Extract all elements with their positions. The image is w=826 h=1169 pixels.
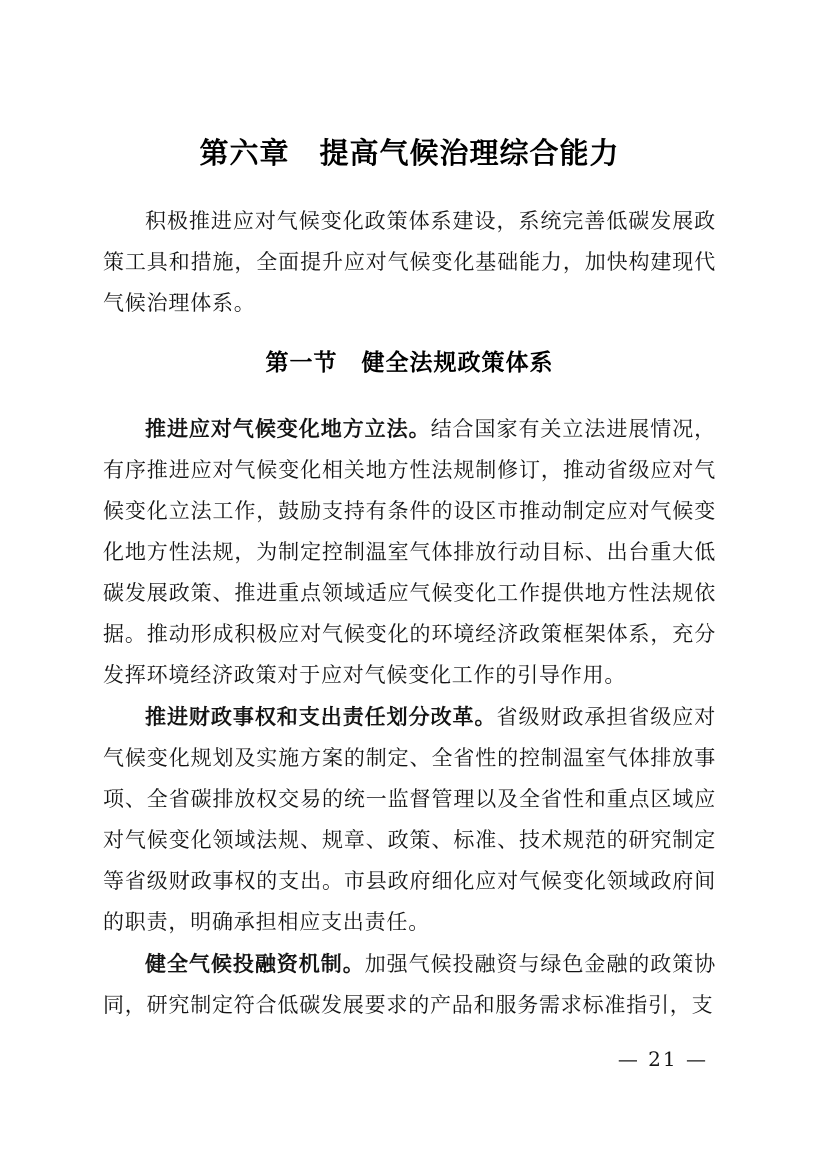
section-title: 第一节 健全法规政策体系 [265,350,554,376]
paragraph-lead: 健全气候投融资机制。 [145,951,365,976]
paragraph-body: 加强气候投融资与绿色金融的政策协同，研究制定符合低碳发展要求的产品和服务需求标准指引，支 [103,952,716,1017]
paragraph-body: 省级财政承担省级应对气候变化规划及实施方案的制定、全省性的控制温室气体排放事项、全省碳排放权交易的统一监督管理以及全省性和重点区域应对气候变化领域法规、规章、政策、标准、技术规范的研究制定等省级财政事权的支出。市县政府细化应对气候变化领域政府间的职责，明确承担相应支出责任。 [103,705,716,934]
chapter-title: 第六章 提高气候治理综合能力 [199,136,620,170]
paragraph-lead: 推进财政事权和支出责任划分改革。 [145,704,497,729]
paragraph-local-legislation [103,408,716,696]
paragraph-lead: 推进应对气候变化地方立法。 [145,416,431,441]
page-number: — 21 — [617,1047,708,1071]
paragraph-fiscal-reform [103,696,716,943]
page-content [103,0,716,1026]
intro-paragraph: 积极推进应对气候变化政策体系建设，系统完善低碳发展政策工具和措施，全面提升应对气候变化基础能力，加快构建现代气候治理体系。 [103,209,716,315]
paragraph-climate-finance [103,943,716,1026]
paragraph-body: 结合国家有关立法进展情况，有序推进应对气候变化相关地方性法规制修订，推动省级应对气候变化立法工作，鼓励支持有条件的设区市推动制定应对气候变化地方性法规，为制定控制温室气体排放行动目标、出台重大低碳发展政策、推进重点领域适应气候变化工作提供地方性法规依据。推动形成积极应对气候变化的环境经济政策框架体系，充分发挥环境经济政策对于应对气候变化工作的引导作用。 [103,417,716,687]
